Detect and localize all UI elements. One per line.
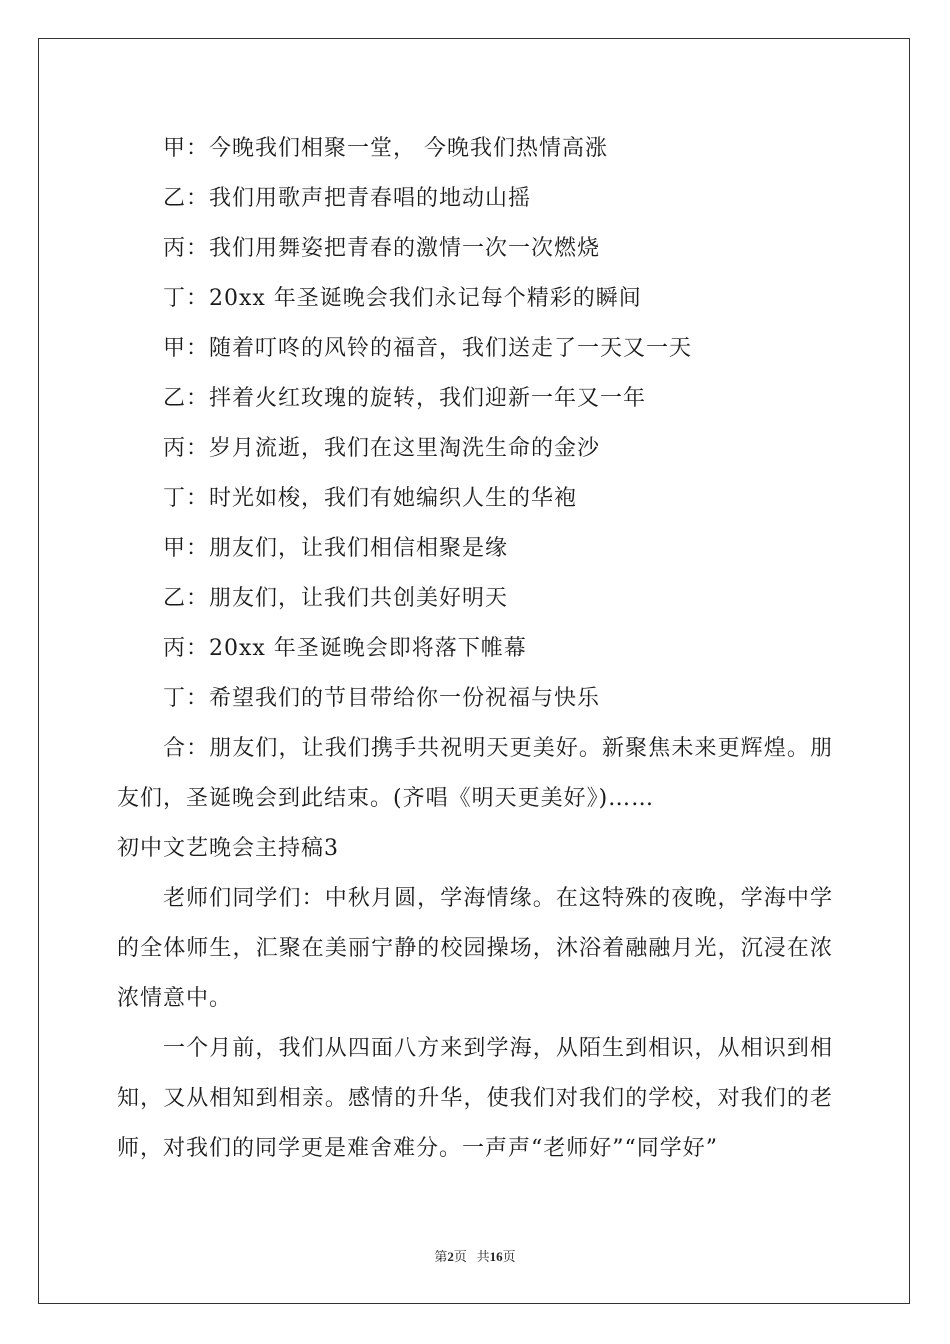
section-title: 初中文艺晚会主持稿3 <box>117 836 339 861</box>
total-page-count: 16 <box>489 1249 503 1264</box>
page-footer <box>0 1246 950 1265</box>
body-paragraph: 一个月前，我们从四面八方来到学海，从陌生到相识，从相识到相知，又从相知到相亲。感情的升华，使我们对我们的学校，对我们的老师，对我们的同学更是难舍难分。一声声“老师好”“同学好” <box>117 1036 833 1161</box>
script-line: 甲：随着叮咚的风铃的福音，我们送走了一天又一天 <box>163 336 693 361</box>
body-paragraph: 老师们同学们：中秋月圆，学海情缘。在这特殊的夜晚，学海中学的全体师生，汇聚在美丽宁静的校园操场，沐浴着融融月光，沉浸在浓浓情意中。 <box>117 886 833 1011</box>
footer-total-prefix: 共 <box>476 1249 490 1264</box>
document-body <box>117 124 833 1174</box>
script-line: 乙：我们用歌声把青春唱的地动山摇 <box>163 186 532 211</box>
script-line: 丁：希望我们的节目带给你一份祝福与快乐 <box>163 686 601 711</box>
script-line: 丁：时光如梭，我们有她编织人生的华袍 <box>163 486 578 511</box>
script-line: 乙：朋友们，让我们共创美好明天 <box>163 586 509 611</box>
script-line: 乙：拌着火红玫瑰的旋转，我们迎新一年又一年 <box>163 386 647 411</box>
script-line: 甲：今晚我们相聚一堂， 今晚我们热情高涨 <box>163 136 608 161</box>
script-line: 丁：20xx 年圣诞晚会我们永记每个精彩的瞬间 <box>163 286 642 311</box>
footer-total-suffix: 页 <box>502 1249 516 1264</box>
script-line: 丙：我们用舞姿把青春的激情一次一次燃烧 <box>163 236 601 261</box>
footer-prefix: 第 <box>434 1249 448 1264</box>
closing-paragraph: 合：朋友们，让我们携手共祝明天更美好。新聚焦未来更辉煌。朋友们，圣诞晚会到此结束。(齐唱《明天更美好》)…… <box>117 736 833 811</box>
footer-page-suffix: 页 <box>453 1249 467 1264</box>
current-page-number: 2 <box>447 1249 454 1264</box>
script-line: 丙：岁月流逝，我们在这里淘洗生命的金沙 <box>163 436 601 461</box>
script-line: 甲：朋友们，让我们相信相聚是缘 <box>163 536 509 561</box>
script-line: 丙：20xx 年圣诞晚会即将落下帷幕 <box>163 636 527 661</box>
